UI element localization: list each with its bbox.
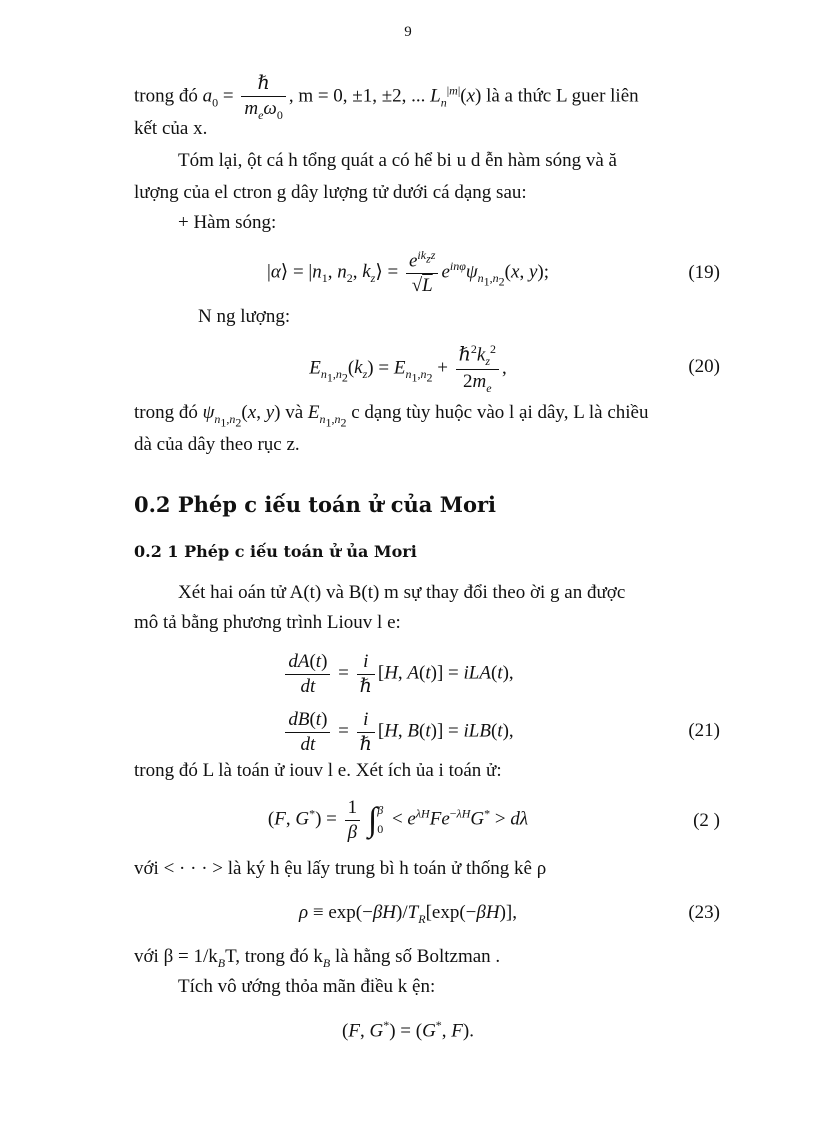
equation-21a: $\frac{dA(t)}{dt}$ = $\frac{i}{\text{ℏ}}$ [H, A(t)] = iLA(t),: [0, 650, 806, 699]
subsection-heading: 0.2 1 Phép c iếu toán ử ủa Mori: [134, 542, 417, 561]
equation-number: (20): [688, 356, 720, 377]
page-number: 9: [404, 24, 412, 40]
paragraph-line: Tóm lại, ột cá h tổng quát a có hể bi u d ễn hàm sóng và ă: [178, 150, 617, 171]
equation-22: (F, G*) = $\frac{1}{\beta}$ ∫β $0 < e^{\lambda H}Fe^{-\lambda H}G^* > d\lambda$: [267, 797, 529, 843]
equation-number: (23): [688, 902, 720, 923]
equation-number: (2 ): [693, 810, 720, 831]
paragraph-line: Tích vô ướng thỏa mãn điều k ện:: [178, 976, 436, 997]
paragraph-line: trong đó $a_0$ = $\frac{\text{ℏ}}{m_e\omega_0}$ , m = 0, ±1, ±2, ... $L_n^{|m|}(x)$ là a thức L guer liên: [134, 73, 639, 122]
equation-20: $E_{n_1,n_2}(k_z) = E_{n_1,n_2}$ + $\frac{\hbar^2k_z^2}{2m_e}$ ,: [309, 342, 507, 395]
paragraph-line: trong đó $\psi_{n_1,n_2}(x$, y) và $E_{n_1,n_2}$ c dạng tùy huộc vào l ại dây, L là chiều: [134, 402, 649, 430]
paragraph-line: với < · · · > là ký h ệu lấy trung bì h toán ử thống kê ρ: [134, 858, 547, 879]
fraction: $\frac{\text{ℏ}}{m_e\omega_0}$: [241, 72, 285, 123]
paragraph-line: dà của dây theo rục z.: [134, 434, 300, 455]
paragraph-line: lượng của el ctron g dây lượng tử dưới cá dạng sau:: [134, 182, 527, 203]
equation-21b: $\frac{dB(t)}{dt}$ = $\frac{i}{\text{ℏ}}$ [H, B(t)] = iLB(t),: [0, 708, 806, 757]
equation-19: |α⟩ = $|n_1$, $n_2$, $k_z⟩$ = $\frac{e^{ik_zz}}{√L}$ $e^{in\varphi}\psi_{n_1,n_2}(x$, y);: [267, 248, 549, 297]
paragraph-line: mô tả bằng phương trình Liouv l e:: [134, 612, 401, 633]
paragraph-line: với $\beta = 1/k_BT$, trong đó $k_B$ là hằng số Boltzman .: [134, 946, 501, 970]
equation-23: $\rho \equiv \exp(-\beta H)/T_R[\exp(-\beta H)]$,: [299, 902, 517, 926]
equation-number: (21): [688, 720, 720, 741]
paragraph-line: + Hàm sóng:: [178, 212, 277, 233]
paragraph-line: kết của x.: [134, 118, 208, 139]
paragraph-line: N ng lượng:: [198, 306, 291, 327]
paragraph-line: trong đó L là toán ử iouv l e. Xét ích ủa i toán ử:: [134, 760, 502, 781]
equation-number: (19): [688, 262, 720, 283]
equation-inner-product-symmetry: (F, G*) = (G*, F).: [342, 1018, 474, 1042]
paragraph-line: Xét hai oán tử A(t) và B(t) m sự thay đổi theo ời g an được: [178, 582, 626, 603]
section-heading: 0.2 Phép c iếu toán ử của Mori: [134, 492, 497, 517]
